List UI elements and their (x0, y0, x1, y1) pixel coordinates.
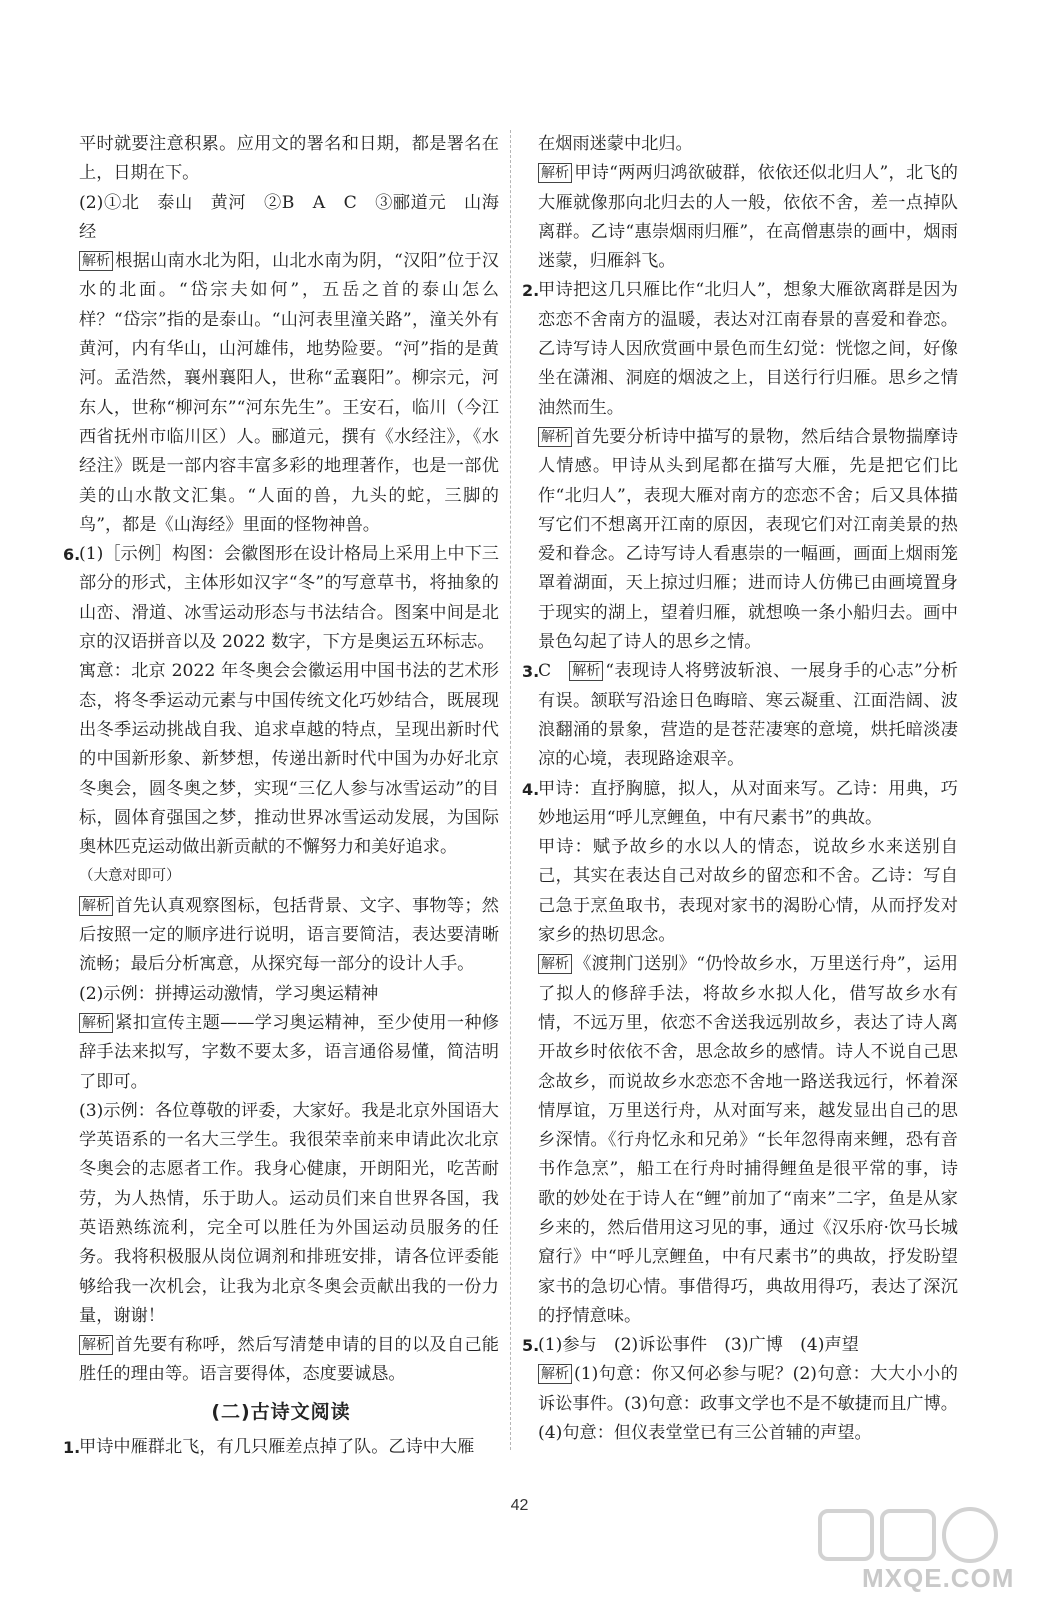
question-number: 4. (522, 779, 540, 799)
watermark-text: MXQE.COM (862, 1563, 1015, 1593)
analysis-paragraph (538, 423, 958, 657)
section-title: (二)古诗文阅读 (211, 1400, 351, 1423)
analysis-text: (1)句意：你又何必参与呢？(2)句意：大大小小的诉讼事件。(3)句意：政事文学也不是不敏捷而且广博。(4)句意：但仪表堂堂已有三公首辅的声望。 (538, 1364, 958, 1444)
analysis-text: 首先要分析诗中描写的景物，然后结合景物揣摩诗人情感。甲诗从头到尾都在描写大雁，先是把它们比作“北归人”，表现大雁对南方的恋恋不舍；后又具体描写它们不想离开江南的原因，表现它们对江南美景的热爱和眷念。乙诗写诗人看惠崇的一幅画，画面上烟雨笼罩着湖面，天上掠过归雁；进而诗人仿佛已由画境置身于现实的湖上，望着归雁，就想唤一条小船归去。画中景色勾起了诗人的思乡之情。 (538, 426, 958, 653)
column-divider (510, 130, 511, 1450)
right-column (522, 130, 958, 1448)
answer-text: 在烟雨迷蒙中北归。 (538, 134, 693, 154)
answer-text: 甲诗：直抒胸臆，拟人，从对面来写。乙诗：用典，巧妙地运用“呼儿烹鲤鱼，中有尺素书”的典故。 (538, 778, 958, 828)
answer-text: (2)示例：拼搏运动激情，学习奥运精神 (79, 983, 379, 1004)
analysis-text: 紧扣宣传主题——学习奥运精神，至少使用一种修辞手法来拟写，字数不要太多，语言通俗易懂，简洁明了即可。 (79, 1012, 499, 1092)
analysis-tag: 解析 (569, 661, 603, 681)
watermark-shape (882, 1511, 934, 1559)
analysis-tag: 解析 (538, 163, 572, 183)
analysis-text: 首先要有称呼，然后写清楚申请的目的以及自己能胜任的理由等。语言要得体，态度要诚恳。 (79, 1335, 499, 1385)
answer-choice: C (538, 661, 552, 682)
analysis-text: 首先认真观察图标，包括背景、文字、事物等；然后按照一定的顺序进行说明，语言要简洁，表达要清晰流畅；最后分析寓意，从探究每一部分的设计人手。 (79, 895, 499, 975)
question-number: 2. (522, 281, 540, 301)
question-4 (522, 775, 958, 1332)
question-number: 3. (522, 662, 540, 682)
answer-text: (3)示例：各位尊敬的评委，大家好。我是北京外国语大学英语系的一名大三学生。我很荣幸前来申请此次北京冬奥会的志愿者工作。我身心健康，开朗阳光，吃苦耐劳，为人热情，乐于助人。运动员们来自世界各国，我英语熟练流利，完全可以胜任为外国运动员服务的任务。我将积极服从岗位调剂和排班安排，请各位评委能够给我一次机会，让我为北京冬奥会贡献出我的一份力量，谢谢！ (79, 1100, 499, 1326)
analysis-paragraph (538, 1360, 958, 1448)
question-2 (522, 276, 958, 657)
analysis-tag: 解析 (79, 1335, 113, 1355)
answer-text: 甲诗：赋予故乡的水以人的情态，说故乡水来送别自己，其实在表达自己对故乡的留恋和不舍。乙诗：写自己急于烹鱼取书，表现对家书的渴盼心情，从而抒发对家乡的热切思念。 (538, 837, 958, 946)
question-number: 1. (63, 1438, 81, 1458)
analysis-text: 甲诗“两两归鸿欲破群，依依还似北归人”，北飞的大雁就像那向北归去的人一般，依依不舍，差一点掉队离群。乙诗“惠崇烟雨归雁”，在高僧惠崇的画中，烟雨迷蒙，归雁斜飞。 (538, 163, 958, 272)
analysis-paragraph (79, 892, 499, 980)
analysis-tag: 解析 (538, 427, 572, 447)
answer-note: （大意对即可） (79, 868, 181, 885)
answer-text: 甲诗把这几只雁比作“北归人”，想象大雁欲离群是因为恋恋不舍南方的温暖，表达对江南春景的喜爱和眷恋。乙诗写诗人因欣赏画中景色而生幻觉：恍惚之间，好像坐在潇湘、洞庭的烟波之上，目送行行归雁。思乡之情油然而生。 (538, 280, 958, 418)
analysis-paragraph (538, 950, 958, 1331)
analysis-text: 根据山南水北为阳，山北水南为阴，“汉阳”位于汉水的北面。“岱宗夫如何”，五岳之首的泰山怎么样？“岱宗”指的是泰山。“山河表里潼关路”，潼关外有黄河，内有华山，山河雄伟，地势险要。“河”指的是黄河。孟浩然，襄州襄阳人，世称“孟襄阳”。柳宗元，河东人，世称“柳河东”“河东先生”。王安石，临川（今江西省抚州市临川区）人。郦道元，撰有《水经注》，《水经注》既是一部内容丰富多彩的地理著作，也是一部优美的山水散文汇集。“人面的兽，九头的蛇，三脚的鸟”，都是《山海经》里面的怪物神兽。 (79, 251, 499, 535)
question-number: 6. (63, 545, 81, 565)
question-6 (63, 540, 499, 1390)
analysis-paragraph (79, 1331, 499, 1390)
watermark-shape (820, 1511, 872, 1559)
question-number: 5. (522, 1336, 540, 1356)
question-1 (63, 1433, 499, 1462)
watermark-shape (944, 1509, 996, 1561)
answer-text: 平时就要注意积累。应用文的署名和日期，都是署名在上，日期在下。 (79, 134, 499, 184)
analysis-tag: 解析 (79, 251, 113, 271)
analysis-tag: 解析 (538, 954, 572, 974)
answer-text: (1)［示例］构图：会徽图形在设计格局上采用上中下三部分的形式，主体形如汉字“冬”的写意草书，将抽象的山峦、滑道、冰雪运动形态与书法结合。图案中间是北京的汉语拼音以及 2022 数字，下方是奥运五环标志。 (79, 544, 499, 653)
analysis-text: 《渡荆门送别》“仍怜故乡水，万里送行舟”，运用了拟人的修辞手法，将故乡水拟人化，借写故乡水有情，不远万里，依恋不舍送我远别故乡，表达了诗人离开故乡时依依不舍，思念故乡的感情。诗人不说自己思念故乡，而说故乡水恋恋不舍地一路送我远行，怀着深情厚谊，万里送行舟，从对面写来，越发显出自己的思乡深情。《行舟忆永和兄弟》“长年忽得南来鲤，恐有音书作急烹”，船工在行舟时捕得鲤鱼是很平常的事，诗歌的妙处在于诗人在“鲤”前加了“南来”二字，鱼是从家乡来的，然后借用这习见的事，通过《汉乐府·饮马长城窟行》中“呼儿烹鲤鱼，中有尺素书”的典故，抒发盼望家书的急切心情。事借得巧，典故用得巧，表达了深沉的抒情意味。 (538, 954, 958, 1326)
analysis-paragraph (63, 247, 499, 540)
analysis-text: “表现诗人将劈波斩浪、一展身手的心志”分析有误。颔联写沿途日色晦暗、寒云凝重、江面浩阔、波浪翻涌的景象，营造的是苍茫凄寒的意境，烘托暗淡凄凉的心境，表现路途艰辛。 (538, 661, 958, 770)
answer-text: 寓意：北京 2022 年冬奥会会徽运用中国书法的艺术形态，将冬季运动元素与中国传统文化巧妙结合，既展现出冬季运动挑战自我、追求卓越的特点，呈现出新时代的中国新形象、新梦想，传递出新时代中国为办好北京冬奥会，圆冬奥之梦，实现“三亿人参与冰雪运动”的目标，圆体育强国之梦，推动世界冰雪运动发展，为国际奥林匹克运动做出新贡献的不懈努力和美好追求。 (79, 661, 499, 858)
analysis-paragraph (538, 657, 958, 774)
analysis-paragraph (522, 159, 958, 276)
question-5 (522, 1331, 958, 1448)
left-column (63, 130, 499, 1462)
analysis-tag: 解析 (79, 896, 113, 916)
analysis-tag: 解析 (538, 1364, 572, 1384)
question-3 (522, 657, 958, 774)
answer-text: 甲诗中雁群北飞，有几只雁差点掉了队。乙诗中大雁 (79, 1437, 475, 1458)
answer-text: (2)①北 泰山 黄河 ②B A C ③郦道元 山海经 (79, 192, 499, 242)
analysis-paragraph (79, 1009, 499, 1097)
answer-text: (1)参与 (2)诉讼事件 (3)广博 (4)声望 (538, 1335, 859, 1356)
analysis-tag: 解析 (79, 1013, 113, 1033)
page-number: 42 (510, 1497, 529, 1514)
